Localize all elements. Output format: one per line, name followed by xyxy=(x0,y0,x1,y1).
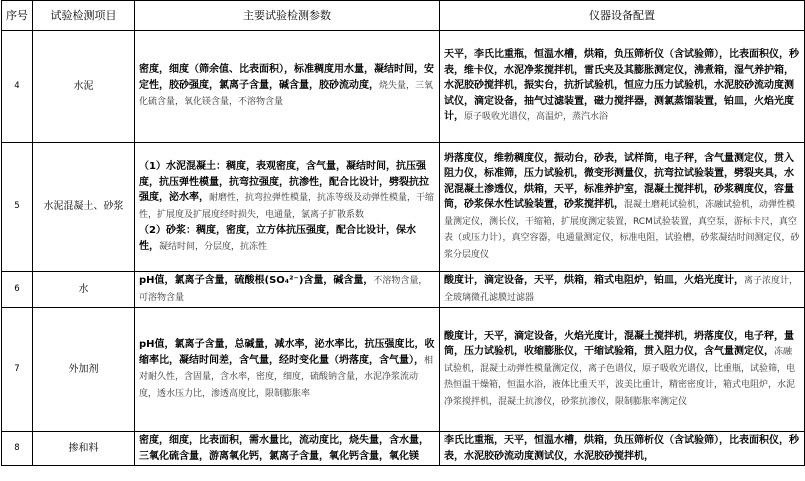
row-seq: 7 xyxy=(2,308,33,432)
params-other: 烧失量，三氧化硫含量，氧化镁含量，不溶物含量 xyxy=(139,80,434,108)
row-params xyxy=(135,308,440,432)
equipment-other: 混凝土磨耗试验机，冻融试验机，动弹性模量测定仪，测长仪，干缩箱，扩展度测定装置，RCM试验装置，真空泵，游标卡尺，真空表（或压力计），真空容器，电通量测定仪，标准电阻，试验槽，砂浆凝结时间测定仪，砂浆分层度仪 xyxy=(444,200,800,260)
row-equipment xyxy=(440,31,805,143)
row-params xyxy=(135,31,440,143)
header-params: 主要试验检测参数 xyxy=(135,1,440,31)
equipment-other: 原子吸收光谱仪，高温炉，蒸汽水浴 xyxy=(464,112,609,123)
table-row xyxy=(2,308,805,432)
row-params xyxy=(135,143,440,272)
params-mortar-key: （2）砂浆：稠度，密度，立方体抗压强度，配合比设计，保水性， xyxy=(139,225,416,252)
params-concrete-key: （1）水泥混凝土：稠度，表观密度，含气量，凝结时间，抗压强度，抗压弹性模量，抗弯拉强度，抗渗性，配合比设计，劈裂抗拉强度，泌水率， xyxy=(139,161,429,203)
table-row xyxy=(2,432,805,466)
test-parameters-table xyxy=(1,0,805,466)
table-row xyxy=(2,143,805,272)
equipment-other: 离子浓度计，全玻璃微孔滤膜过滤器 xyxy=(444,276,799,303)
table-row xyxy=(2,272,805,308)
row-seq: 8 xyxy=(2,432,33,466)
params-key: 密度，细度，比表面积，需水量比，流动度比，烧失量，含水量，三氧化硫含量，游离氧化钙，氯离子含量，氧化钙含量，氧化镁 xyxy=(139,435,429,462)
row-seq: 5 xyxy=(2,143,33,272)
table-row xyxy=(2,31,805,143)
row-item: 水泥 xyxy=(33,31,135,143)
header-seq: 序号 xyxy=(2,1,33,31)
params-key: pH值，氯离子含量，硫酸根(SO₄²⁻)含量，碱含量， xyxy=(139,275,374,286)
row-equipment xyxy=(440,308,805,432)
table-header-row xyxy=(2,1,805,31)
equipment-key: 酸度计，滴定设备，天平，烘箱，箱式电阻炉，铂皿，火焰光度计， xyxy=(444,275,744,286)
equipment-key: 酸度计，天平，滴定设备，火焰光度计，混凝土搅拌机，坍落度仪，电子秤，量筒，压力试验机，收缩膨胀仪，干缩试验箱，贯入阻力仪，含气量测定仪， xyxy=(444,330,794,358)
row-item: 掺和料 xyxy=(33,432,135,466)
row-seq: 4 xyxy=(2,31,33,143)
row-params xyxy=(135,272,440,308)
params-mortar-other: 凝结时间，分层度，抗冻性 xyxy=(159,241,268,252)
header-equipment: 仪器设备配置 xyxy=(440,1,805,31)
equipment-key: 坍落度仪，维勃稠度仪，振动台，砂表，试样筒，电子秤，含气量测定仪，贯入阻力仪，标准筛，压力试验机，微变形测量仪，抗弯拉试验装置，劈裂夹具，水泥混凝土渗透仪，烘箱，天平，标准养护室，混凝土搅拌机，砂浆稠度仪，容量筒，砂浆保水性试验装置，砂浆搅拌机， xyxy=(444,152,794,211)
params-key: pH值，氯离子含量，总碱量，减水率，泌水率比，抗压强度比，收缩率比，凝结时间差，含气量，经时变化量（坍落度，含气量）， xyxy=(139,339,435,366)
row-item: 外加剂 xyxy=(33,308,135,432)
row-params xyxy=(135,432,440,466)
row-equipment xyxy=(440,432,805,466)
row-item: 水泥混凝土、砂浆 xyxy=(33,143,135,272)
row-equipment xyxy=(440,143,805,272)
row-item: 水 xyxy=(33,272,135,308)
row-seq: 6 xyxy=(2,272,33,308)
header-item: 试验检测项目 xyxy=(33,1,135,31)
params-other: 相对耐久性，含固量，含水率，密度，细度，硫酸钠含量，水泥净浆流动度，透水压力比，渗透高度比，限制膨胀率 xyxy=(139,355,434,399)
params-key: 密度，细度（筛余值、比表面积），标准稠度用水量，凝结时间，安定性，胶砂强度，氯离子含量，碱含量，胶砂流动度， xyxy=(139,64,434,91)
params-concrete-other: 耐磨性，抗弯拉弹性模量，抗冻等级及动弹性模量，干缩性，扩展度及扩展度经时损失，电通量，氯离子扩散系数 xyxy=(139,193,435,220)
row-equipment xyxy=(440,272,805,308)
equipment-other: 冻融试验机，混凝土动弹性模量测定仪，离子色谱仪，原子吸收光谱仪，比重瓶，试验筛，电热恒温干燥箱，恒温水浴，液体比重天平，波美比重计，精密密度计，箱式电阻炉，水泥净浆搅拌机，混凝土抗渗仪，砂浆抗渗仪，限制膨胀率测定仪 xyxy=(444,347,796,407)
equipment-key: 天平，李氏比重瓶，恒温水槽，烘箱，负压筛析仪（含试验筛），比表面积仪，秒表，维卡仪，水泥净浆搅拌机，雷氏夹及其膨胀测定仪，沸煮箱，湿气养护箱，水泥胶砂搅拌机，振实台，抗折试验机，恒应力压力试验机，水泥胶砂流动度测试仪，滴定设备，抽气过滤装置，磁力搅拌器，测氯蒸馏装置，铂皿，火焰光度计， xyxy=(444,49,799,123)
equipment-key: 李氏比重瓶，天平，恒温水槽，烘箱，负压筛析仪（含试验筛），比表面积仪，秒表，水泥胶砂流动度测试仪，水泥胶砂搅拌机， xyxy=(444,435,799,462)
params-other: 不溶物含量，可溶物含量 xyxy=(139,276,428,303)
